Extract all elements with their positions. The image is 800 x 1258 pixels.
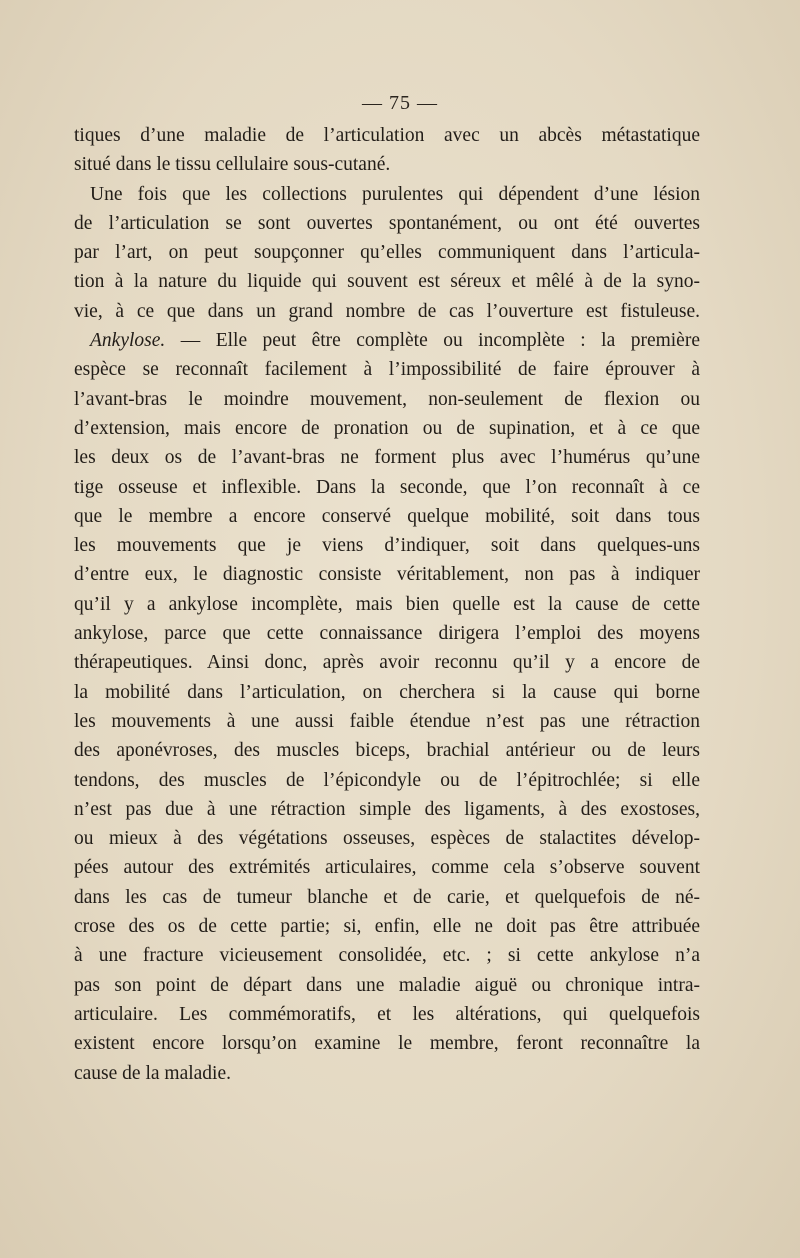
text-line: les deux os de l’avant-bras ne forment plus avec l’humérus qu’une: [74, 447, 700, 469]
text-line: l’avant-bras le moindre mouvement, non-seulement de flexion ou: [74, 388, 700, 410]
text-line: de l’articulation se sont ouvertes spontanément, ou ont été ouvertes: [74, 212, 700, 234]
section-heading: Ankylose.: [90, 330, 166, 352]
body-text: [74, 121, 700, 1088]
text-line: qu’il y a ankylose incomplète, mais bien quelle est la cause de cette: [74, 593, 700, 615]
text-line: Une fois que les collections purulentes qui dépendent d’une lésion: [90, 183, 700, 205]
text-line: dans les cas de tumeur blanche et de carie, et quelquefois de né-: [74, 886, 700, 908]
text-line: à une fracture vicieusement consolidée, etc. ; si cette ankylose n’a: [74, 945, 700, 967]
text-line: [74, 326, 700, 355]
text-line: pées autour des extrémités articulaires, comme cela s’observe souvent: [74, 857, 700, 879]
page-number: — 75 —: [362, 92, 438, 114]
text-line: la mobilité dans l’articulation, on cherchera si la cause qui borne: [74, 681, 700, 703]
text-line: d’extension, mais encore de pronation ou de supination, et à ce que: [74, 417, 700, 439]
text-line: tendons, des muscles de l’épicondyle ou de l’épitrochlée; si elle: [74, 769, 700, 791]
text-line: articulaire. Les commémoratifs, et les altérations, qui quelquefois: [74, 1003, 700, 1025]
text-line: vie, à ce que dans un grand nombre de cas l’ouverture est fistuleuse.: [74, 300, 700, 322]
text-line: cause de la maladie.: [74, 1062, 231, 1084]
text-line: ankylose, parce que cette connaissance dirigera l’emploi des moyens: [74, 623, 700, 645]
text-line: tion à la nature du liquide qui souvent est séreux et mêlé à de la syno-: [74, 271, 700, 293]
text-line: thérapeutiques. Ainsi donc, après avoir reconnu qu’il y a encore de: [74, 652, 700, 674]
text-line: existent encore lorsqu’on examine le membre, feront reconnaître la: [74, 1033, 700, 1055]
text-line: les mouvements que je viens d’indiquer, soit dans quelques-uns: [74, 535, 700, 557]
text-line: d’entre eux, le diagnostic consiste véritablement, non pas à indiquer: [74, 564, 700, 586]
text-line: situé dans le tissu cellulaire sous-cutané.: [74, 154, 391, 176]
text-line: pas son point de départ dans une maladie aiguë ou chronique intra-: [74, 974, 700, 996]
text-line: n’est pas due à une rétraction simple des ligaments, à des exostoses,: [74, 798, 700, 820]
text-line: ou mieux à des végétations osseuses, espèces de stalactites dévelop-: [74, 828, 700, 850]
text-line: des aponévroses, des muscles biceps, brachial antérieur ou de leurs: [74, 740, 700, 762]
text-line: que le membre a encore conservé quelque mobilité, soit dans tous: [74, 505, 700, 527]
text-line: tiques d’une maladie de l’articulation avec un abcès métastatique: [74, 125, 700, 146]
text-line: les mouvements à une aussi faible étendue n’est pas une rétraction: [74, 710, 700, 732]
text-line: tige osseuse et inflexible. Dans la seconde, que l’on reconnaît à ce: [74, 476, 700, 498]
text-line: crose des os de cette partie; si, enfin, elle ne doit pas être attribuée: [74, 916, 700, 938]
text-line: par l’art, on peut soupçonner qu’elles communiquent dans l’articula-: [74, 242, 700, 264]
text-run: — Elle peut être complète ou incomplète : la première: [165, 330, 700, 352]
text-line: espèce se reconnaît facilement à l’impossibilité de faire éprouver à: [74, 359, 700, 381]
